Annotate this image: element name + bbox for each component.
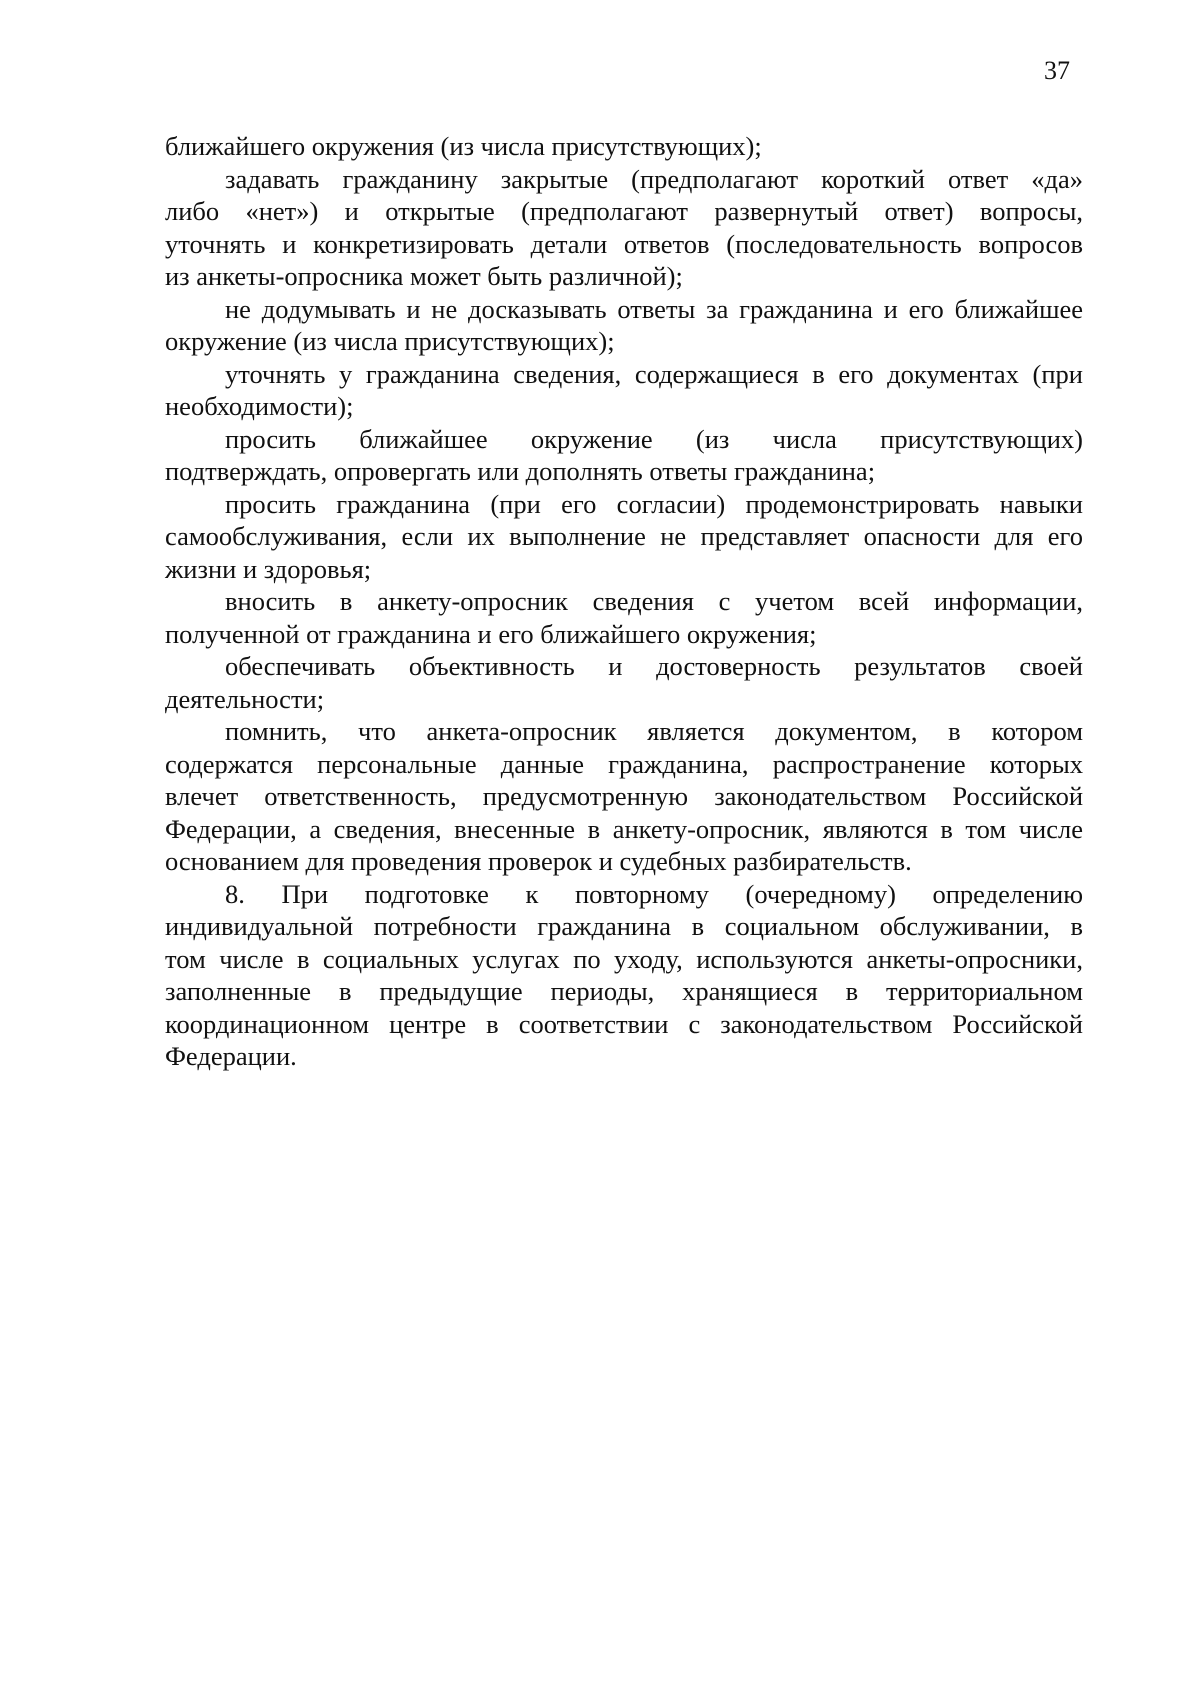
paragraph — [165, 130, 1083, 163]
paragraph — [165, 650, 1083, 715]
paragraph — [165, 293, 1083, 358]
text-line: ближайшего окружения (из числа присутствующих); — [165, 131, 762, 161]
text-line: необходимости); — [165, 391, 354, 421]
text-line: деятельности; — [165, 683, 325, 714]
paragraph — [165, 358, 1083, 423]
text-line: либо «нет») и открытые (предполагают развернутый ответ) вопросы, — [165, 196, 1083, 226]
text-line: подтверждать, опровергать или дополнять ответы гражданина; — [165, 456, 876, 486]
document-body — [165, 130, 1083, 1073]
paragraph — [165, 163, 1083, 293]
text-line: окружение (из числа присутствующих); — [165, 326, 615, 356]
paragraph — [165, 423, 1083, 488]
text-line: помнить, что анкета-опросник является документом, в котором — [225, 716, 1083, 746]
page-number: 37 — [1044, 56, 1070, 85]
text-line: полученной от гражданина и его ближайшего окружения; — [165, 618, 817, 649]
text-line: Федерации. — [165, 1041, 297, 1071]
text-line: жизни и здоровья; — [165, 553, 372, 584]
text-line: не додумывать и не досказывать ответы за гражданина и его ближайшее — [225, 293, 1083, 324]
text-line: самообслуживания, если их выполнение не представляет опасности для его — [165, 521, 1083, 551]
text-line: заполненные в предыдущие периоды, хранящиеся в территориальном — [165, 976, 1083, 1006]
text-line: индивидуальной потребности гражданина в социальном обслуживании, в — [165, 911, 1083, 941]
text-line: основанием для проведения проверок и судебных разбирательств. — [165, 846, 912, 876]
text-line: обеспечивать объективность и достоверность результатов своей — [225, 651, 1083, 681]
text-line: уточнять и конкретизировать детали ответов (последовательность вопросов — [165, 228, 1083, 259]
text-line: из анкеты-опросника может быть различной); — [165, 261, 683, 291]
text-line: уточнять у гражданина сведения, содержащиеся в его документах (при — [225, 358, 1083, 389]
text-line: вносить в анкету-опросник сведения с учетом всей информации, — [225, 586, 1083, 616]
paragraph — [165, 878, 1083, 1073]
paragraph — [165, 715, 1083, 878]
paragraph — [165, 585, 1083, 650]
text-line: 8. При подготовке к повторному (очередному) определению — [225, 878, 1083, 909]
text-line: просить ближайшее окружение (из числа присутствующих) — [225, 423, 1083, 454]
text-line: влечет ответственность, предусмотренную законодательством Российской — [165, 781, 1083, 811]
text-line: том числе в социальных услугах по уходу, используются анкеты-опросники, — [165, 943, 1083, 974]
text-line: задавать гражданину закрытые (предполагают короткий ответ «да» — [225, 163, 1083, 194]
text-line: координационном центре в соответствии с законодательством Российской — [165, 1008, 1083, 1039]
text-line: Федерации, а сведения, внесенные в анкету-опросник, являются в том числе — [165, 813, 1083, 844]
text-line: просить гражданина (при его согласии) продемонстрировать навыки — [225, 488, 1083, 519]
paragraph — [165, 488, 1083, 586]
text-line: содержатся персональные данные гражданина, распространение которых — [165, 748, 1083, 779]
